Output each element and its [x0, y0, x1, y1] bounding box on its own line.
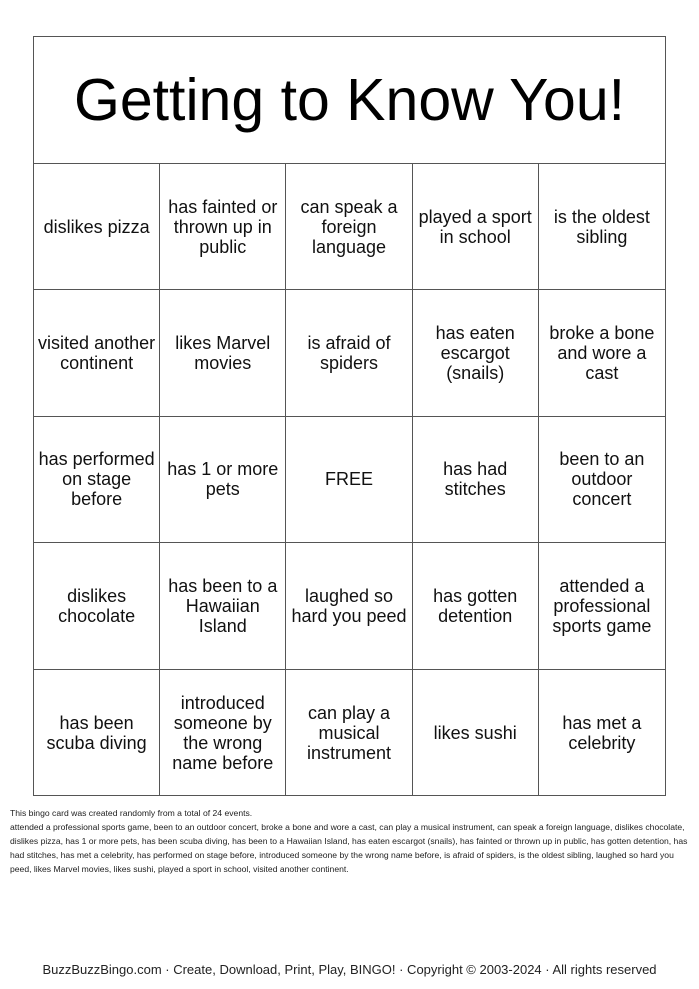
- bingo-grid: [34, 164, 665, 796]
- bingo-cell: likes Marvel movies: [160, 290, 286, 416]
- bingo-cell: played a sport in school: [413, 164, 539, 290]
- bingo-cell: attended a professional sports game: [539, 543, 665, 669]
- bingo-card: [33, 36, 666, 796]
- bingo-cell: has been scuba diving: [34, 670, 160, 796]
- bingo-cell: has fainted or thrown up in public: [160, 164, 286, 290]
- bingo-cell: has met a celebrity: [562, 712, 642, 753]
- notes-intro: This bingo card was created randomly from a total of 24 events.: [10, 808, 253, 818]
- bingo-cell: laughed so hard you peed: [286, 543, 412, 669]
- bingo-cell: can play a musical instrument: [286, 670, 412, 796]
- bingo-cell: broke a bone and wore a cast: [539, 290, 665, 416]
- bingo-cell: introduced someone by the wrong name before: [160, 670, 286, 796]
- bingo-cell: has been to a Hawaiian Island: [160, 543, 286, 669]
- notes-event-list: attended a professional sports game, been to an outdoor concert, broke a bone and wore a cast, can play a musical instrument, can speak a foreign language, dislikes chocolate, dislikes pizza, has 1 or more pets, has been scuba diving, has been to a Hawaiian Island, has eaten escargot (snails), has fainted or thrown up in public, has gotten detention, has had stitches, has met a celebrity, has performed on stage before, introduced someone by the wrong name before, is afraid of spiders, is the oldest sibling, laughed so hard you peed, likes Marvel movies, likes sushi, played a sport in school, visited another continent.: [10, 822, 688, 874]
- bingo-cell: visited another continent: [34, 290, 160, 416]
- footer-copyright: BuzzBuzzBingo.com · Create, Download, Print, Play, BINGO! · Copyright © 2003-2024 · All rights reserved: [42, 962, 657, 977]
- bingo-cell: has gotten detention: [413, 543, 539, 669]
- free-space-cell: FREE: [286, 417, 412, 543]
- bingo-cell: can speak a foreign language: [286, 164, 412, 290]
- bingo-cell: has 1 or more pets: [160, 417, 286, 543]
- bingo-cell: likes sushi: [413, 670, 539, 796]
- bingo-cell: has performed on stage before: [34, 417, 160, 543]
- card-title: Getting to Know You!: [34, 37, 665, 164]
- bingo-cell: been to an outdoor concert: [539, 417, 665, 543]
- bingo-cell: has eaten escargot (snails): [413, 290, 539, 416]
- bingo-cell: dislikes pizza: [34, 164, 160, 290]
- bingo-cell: is the oldest sibling: [539, 164, 665, 290]
- bingo-cell: has had stitches: [413, 417, 539, 543]
- card-notes: [10, 806, 690, 876]
- bingo-cell: dislikes chocolate: [34, 543, 160, 669]
- bingo-cell: is afraid of spiders: [286, 290, 412, 416]
